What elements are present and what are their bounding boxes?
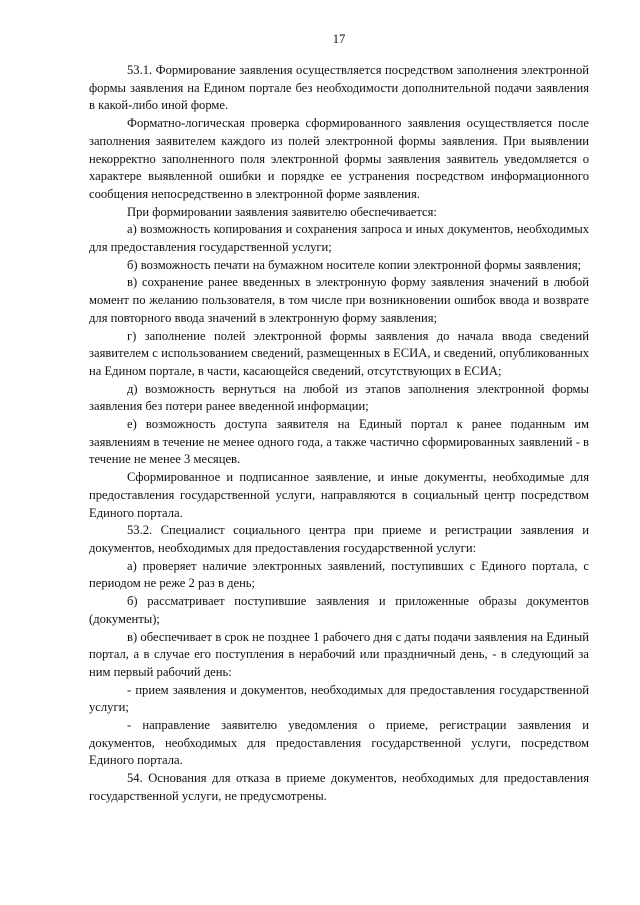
list-item-check-a: а) проверяет наличие электронных заявлений, поступивших с Единого портала, с периодом не реже 2 раз в день; xyxy=(89,558,589,591)
list-item-g: г) заполнение полей электронной формы заявления до начала ввода сведений заявителем с использованием сведений, размещенных в ЕСИА, и сведений, опубликованных на Едином портале, в части, касающейся сведений, отсутствующих в ЕСИА; xyxy=(89,328,589,378)
dash-item-reception: - прием заявления и документов, необходимых для предоставления государственной услуги; xyxy=(89,682,589,715)
page-number: 17 xyxy=(332,32,346,46)
list-item-a: а) возможность копирования и сохранения запроса и иных документов, необходимых для предоставления государственной услуги; xyxy=(89,222,589,255)
list-item-e: е) возможность доступа заявителя на Единый портал к ранее поданным им заявлениям в течение не менее одного года, а также частично сформированных заявлений - в течение не менее 3 месяцев. xyxy=(89,417,589,467)
dash-item-notification: - направление заявителю уведомления о приеме, регистрации заявления и документов, необходимых для предоставления государственной услуги, посредством Единого портала. xyxy=(89,718,589,768)
paragraph-submission: Сформированное и подписанное заявление, и иные документы, необходимые для предоставления государственной услуги, направляются в социальный центр посредством Единого портала. xyxy=(89,470,589,520)
list-item-b: б) возможность печати на бумажном носителе копии электронной формы заявления; xyxy=(127,257,582,272)
paragraph-54: 54. Основания для отказа в приеме документов, необходимых для предоставления государственной услуги, не предусмотрены. xyxy=(89,771,589,803)
paragraph-53-1: 53.1. Формирование заявления осуществляется посредством заполнения электронной формы заявления на Едином портале без необходимости дополнительной подачи заявления в какой-либо иной форме. xyxy=(89,63,589,113)
document-body xyxy=(89,62,589,806)
list-item-v: в) сохранение ранее введенных в электронную форму заявления значений в любой момент по желанию пользователя, в том числе при возникновении ошибок ввода и возврате для повторного ввода значений в электронную форму заявления; xyxy=(89,275,589,325)
list-item-d: д) возможность вернуться на любой из этапов заполнения электронной формы заявления без потери ранее введенной информации; xyxy=(89,381,589,414)
list-item-ensure-v: в) обеспечивает в срок не позднее 1 рабочего дня с даты подачи заявления на Единый портал, а в случае его поступления в нерабочий или праздничный день, - в следующий за ним первый рабочий день: xyxy=(89,629,589,679)
paragraph-53-2: 53.2. Специалист социального центра при приеме и регистрации заявления и документов, необходимых для предоставления государственной услуги: xyxy=(89,523,589,555)
paragraph-provisions-intro: При формировании заявления заявителю обеспечивается: xyxy=(127,204,437,219)
list-item-review-b: б) рассматривает поступившие заявления и приложенные образы документов (документы); xyxy=(89,594,589,626)
paragraph-format-check: Форматно-логическая проверка сформированного заявления осуществляется после заполнения заявителем каждого из полей электронной формы заявления. При выявлении некорректно заполненного поля электронной формы заявления заявитель уведомляется о характере выявленной ошибки и порядке ее устранения посредством информационного сообщения непосредственно в электронной форме заявления. xyxy=(89,116,589,201)
